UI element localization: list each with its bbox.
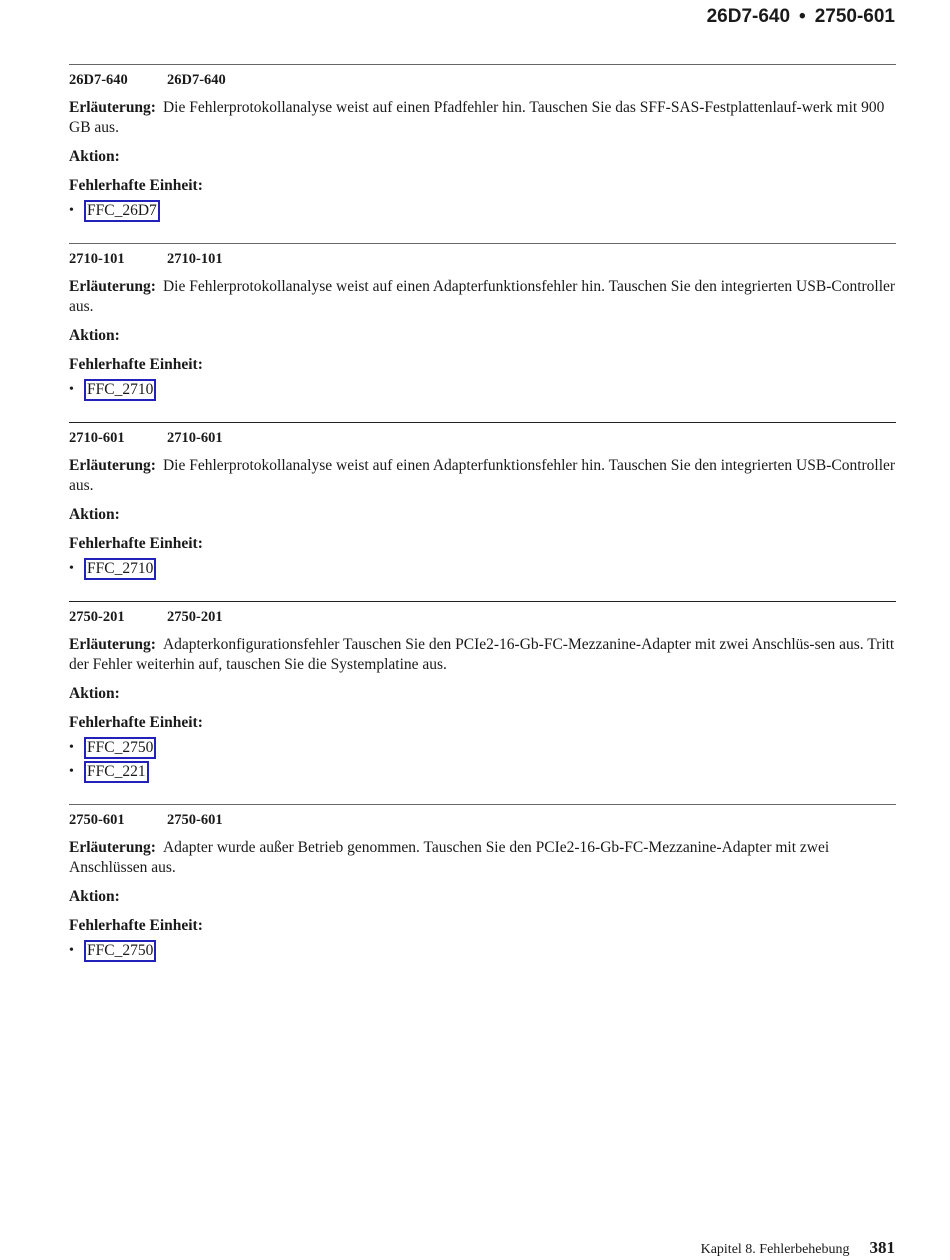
bullet-icon: •	[69, 943, 74, 958]
entry-explanation	[69, 456, 896, 495]
list-item	[69, 378, 156, 402]
error-entry	[69, 422, 896, 601]
list-item	[69, 939, 156, 963]
bullet-icon: •	[69, 561, 74, 576]
failing-unit-label: Fehlerhafte Einheit:	[69, 535, 203, 552]
error-code-list	[69, 64, 896, 983]
bullet-icon: •	[69, 740, 74, 755]
entry-code: 2710-101	[69, 251, 125, 267]
entry-codes	[69, 72, 226, 89]
ffc-list	[69, 378, 156, 402]
list-item	[69, 199, 160, 223]
explanation-text: Die Fehlerprotokollanalyse weist auf einen Pfadfehler hin. Tauschen Sie das SFF-SAS-Festplattenlauf-werk mit 900 GB aus.	[69, 99, 885, 136]
bullet-icon: •	[69, 764, 74, 779]
running-head-separator: •	[799, 6, 806, 27]
entry-codes	[69, 812, 223, 829]
running-head	[707, 6, 895, 28]
ffc-link[interactable]: FFC_2710	[84, 379, 156, 401]
bullet-icon: •	[69, 203, 74, 218]
action-label: Aktion:	[69, 327, 120, 344]
entry-explanation	[69, 277, 896, 316]
error-entry	[69, 804, 896, 983]
explanation-text: Die Fehlerprotokollanalyse weist auf einen Adapterfunktionsfehler hin. Tauschen Sie den integrierten USB-Controller aus.	[69, 278, 896, 315]
ffc-link[interactable]: FFC_26D7	[84, 200, 160, 222]
error-entry	[69, 64, 896, 243]
list-item	[69, 760, 156, 784]
explanation-label: Erläuterung:	[69, 457, 156, 474]
ffc-list	[69, 939, 156, 963]
entry-code: 26D7-640	[69, 72, 128, 88]
failing-unit-label: Fehlerhafte Einheit:	[69, 714, 203, 731]
entry-code-repeat: 2750-201	[167, 609, 223, 625]
entry-explanation	[69, 838, 896, 877]
page-footer	[701, 1238, 895, 1258]
explanation-text: Die Fehlerprotokollanalyse weist auf einen Adapterfunktionsfehler hin. Tauschen Sie den integrierten USB-Controller aus.	[69, 457, 896, 494]
list-item	[69, 736, 156, 760]
entry-explanation	[69, 98, 896, 137]
action-label: Aktion:	[69, 888, 120, 905]
error-entry	[69, 243, 896, 422]
list-item	[69, 557, 156, 581]
entry-codes	[69, 609, 223, 626]
action-label: Aktion:	[69, 506, 120, 523]
page-number: 381	[869, 1238, 895, 1257]
entry-code-repeat: 2750-601	[167, 812, 223, 828]
action-label: Aktion:	[69, 685, 120, 702]
ffc-list	[69, 199, 160, 223]
failing-unit-label: Fehlerhafte Einheit:	[69, 917, 203, 934]
entry-code-repeat: 2710-601	[167, 430, 223, 446]
explanation-label: Erläuterung:	[69, 278, 156, 295]
explanation-label: Erläuterung:	[69, 839, 156, 856]
ffc-link[interactable]: FFC_2750	[84, 737, 156, 759]
entry-code: 2750-601	[69, 812, 125, 828]
failing-unit-label: Fehlerhafte Einheit:	[69, 356, 203, 373]
entry-code: 2750-201	[69, 609, 125, 625]
ffc-link[interactable]: FFC_2710	[84, 558, 156, 580]
ffc-list	[69, 736, 156, 784]
entry-code-repeat: 2710-101	[167, 251, 223, 267]
entry-code: 2710-601	[69, 430, 125, 446]
explanation-text: Adapter wurde außer Betrieb genommen. Tauschen Sie den PCIe2-16-Gb-FC-Mezzanine-Adapter mit zwei Anschlüssen aus.	[69, 839, 830, 876]
running-head-left: 26D7-640	[706, 6, 791, 27]
entry-explanation	[69, 635, 896, 674]
ffc-link[interactable]: FFC_2750	[84, 940, 156, 962]
entry-code-repeat: 26D7-640	[167, 72, 226, 88]
running-head-right: 2750-601	[814, 6, 895, 27]
entry-codes	[69, 251, 223, 268]
failing-unit-label: Fehlerhafte Einheit:	[69, 177, 203, 194]
action-label: Aktion:	[69, 148, 120, 165]
ffc-list	[69, 557, 156, 581]
footer-chapter: Kapitel 8. Fehlerbehebung	[700, 1242, 850, 1257]
explanation-label: Erläuterung:	[69, 99, 156, 116]
bullet-icon: •	[69, 382, 74, 397]
entry-codes	[69, 430, 223, 447]
explanation-label: Erläuterung:	[69, 636, 156, 653]
explanation-text: Adapterkonfigurationsfehler Tauschen Sie den PCIe2-16-Gb-FC-Mezzanine-Adapter mit zwei Anschlüs-sen aus. Tritt der Fehler weiterhin auf, tauschen Sie die Systemplatine aus.	[69, 636, 895, 673]
error-entry	[69, 601, 896, 804]
ffc-link[interactable]: FFC_221	[84, 761, 149, 783]
